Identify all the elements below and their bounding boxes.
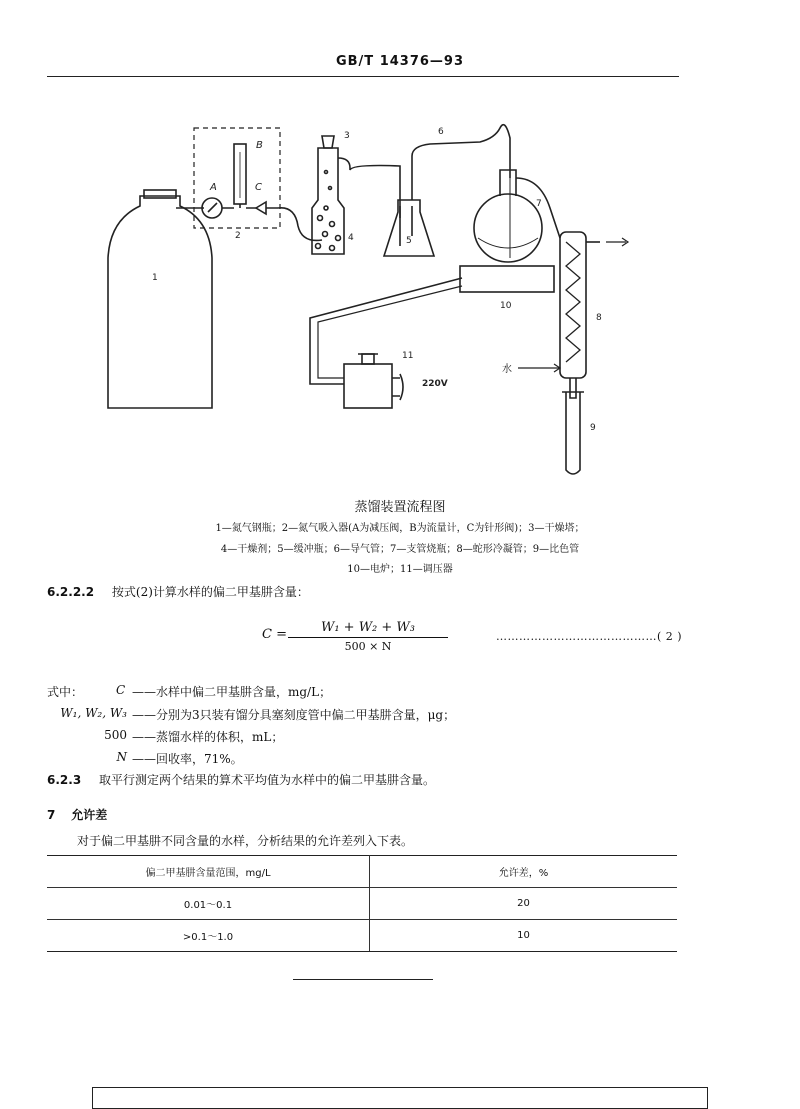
branch-flask: [474, 170, 560, 262]
nitrogen-inhaler-box: [194, 128, 280, 228]
formula-fraction: [288, 620, 448, 653]
formula-lhs: C =: [262, 627, 287, 642]
table-header-range: 偏二甲基肼含量范围，mg/L: [47, 856, 370, 888]
section-title: 允许差: [71, 808, 108, 822]
label-5: 5: [406, 236, 412, 246]
formula-leader: ……………………………………: [496, 630, 657, 643]
label-6: 6: [438, 127, 444, 137]
table-cell-tolerance: 20: [370, 888, 678, 920]
where-desc-n: ——回收率，71%。: [132, 752, 243, 766]
voltage-regulator: [344, 354, 403, 408]
figure-legend-line-2: 4—干燥剂；5—缓冲瓶；6—导气管；7—支管烧瓶；8—蛇形冷凝管；9—比色管: [220, 544, 580, 555]
serpentine-condenser: [560, 232, 600, 398]
label-B: B: [256, 140, 263, 151]
label-4: 4: [348, 233, 354, 243]
where-desc-c: ——水样中偏二甲基肼含量，mg/L；: [132, 685, 332, 699]
label-A: A: [210, 182, 217, 193]
where-symbol-c: C: [116, 683, 126, 697]
formula-numerator: W₁ + W₂ + W₃: [288, 620, 448, 638]
buffer-flask: [384, 200, 434, 256]
clause-6-2-2-2: [47, 583, 309, 600]
end-rule: [293, 979, 433, 980]
where-symbol-n: N: [116, 750, 127, 764]
colorimetric-tube: [566, 392, 580, 474]
where-symbol-w: W₁, W₂, W₃: [60, 706, 127, 720]
table-cell-range: >0.1～1.0: [47, 920, 370, 952]
where-desc-w: ——分别为3只装有馏分具塞刻度管中偏二甲基肼含量，μg；: [132, 708, 456, 722]
label-10: 10: [500, 301, 512, 311]
bottom-frame: [92, 1087, 708, 1109]
label-2: 2: [235, 231, 241, 241]
formula-tag: ( 2 ): [657, 630, 683, 643]
label-11: 11: [402, 351, 414, 361]
figure-legend-line-1: 1—氮气钢瓶；2—氮气吸入器(A为减压阀，B为流量计，C为针形阀)；3—干燥塔；: [215, 523, 585, 534]
table-cell-range: 0.01～0.1: [47, 888, 370, 920]
clause-text: 按式(2)计算水样的偏二甲基肼含量：: [111, 585, 309, 599]
table-row: [47, 888, 677, 920]
clause-number: 6.2.3: [47, 773, 82, 787]
label-1: 1: [152, 273, 158, 283]
gas-tube: [412, 125, 510, 200]
label-voltage: 220V: [422, 379, 448, 389]
nitrogen-cylinder: [108, 190, 212, 408]
clause-text: 取平行测定两个结果的算术平均值为水样中的偏二甲基肼含量。: [99, 773, 436, 787]
where-symbol-500: 500: [104, 728, 127, 742]
table-header-tolerance: 允许差，%: [370, 856, 678, 888]
tolerance-table: [47, 855, 677, 952]
table-header-row: [47, 856, 677, 888]
section-number: 7: [47, 808, 56, 822]
where-desc-500: ——蒸馏水样的体积，mL；: [132, 730, 284, 744]
label-C: C: [255, 182, 262, 193]
formula-denominator: 500 × N: [344, 640, 392, 653]
drying-tower: [312, 136, 344, 254]
figure-legend-line-3: 10—电炉；11—调压器: [347, 564, 453, 575]
figure-title: 蒸馏装置流程图: [354, 500, 446, 515]
label-3: 3: [344, 131, 350, 141]
label-9: 9: [590, 423, 596, 433]
electric-furnace: [460, 266, 554, 292]
page-header: GB/T 14376—93: [335, 54, 465, 69]
header-rule: [47, 76, 679, 77]
where-intro: 式中：: [47, 685, 84, 699]
distillation-apparatus-diagram: [100, 108, 640, 478]
clause-6-2-3: [47, 771, 435, 788]
clause-number: 6.2.2.2: [47, 585, 95, 599]
table-row: [47, 920, 677, 952]
section-7-intro: 对于偏二甲基肼不同含量的水样，分析结果的允许差列入下表。: [77, 834, 414, 848]
label-7: 7: [536, 199, 542, 209]
label-water: 水: [502, 364, 512, 375]
section-7-heading: [47, 806, 107, 823]
table-cell-tolerance: 10: [370, 920, 678, 952]
formula-equation-number: [496, 630, 682, 643]
label-8: 8: [596, 313, 602, 323]
